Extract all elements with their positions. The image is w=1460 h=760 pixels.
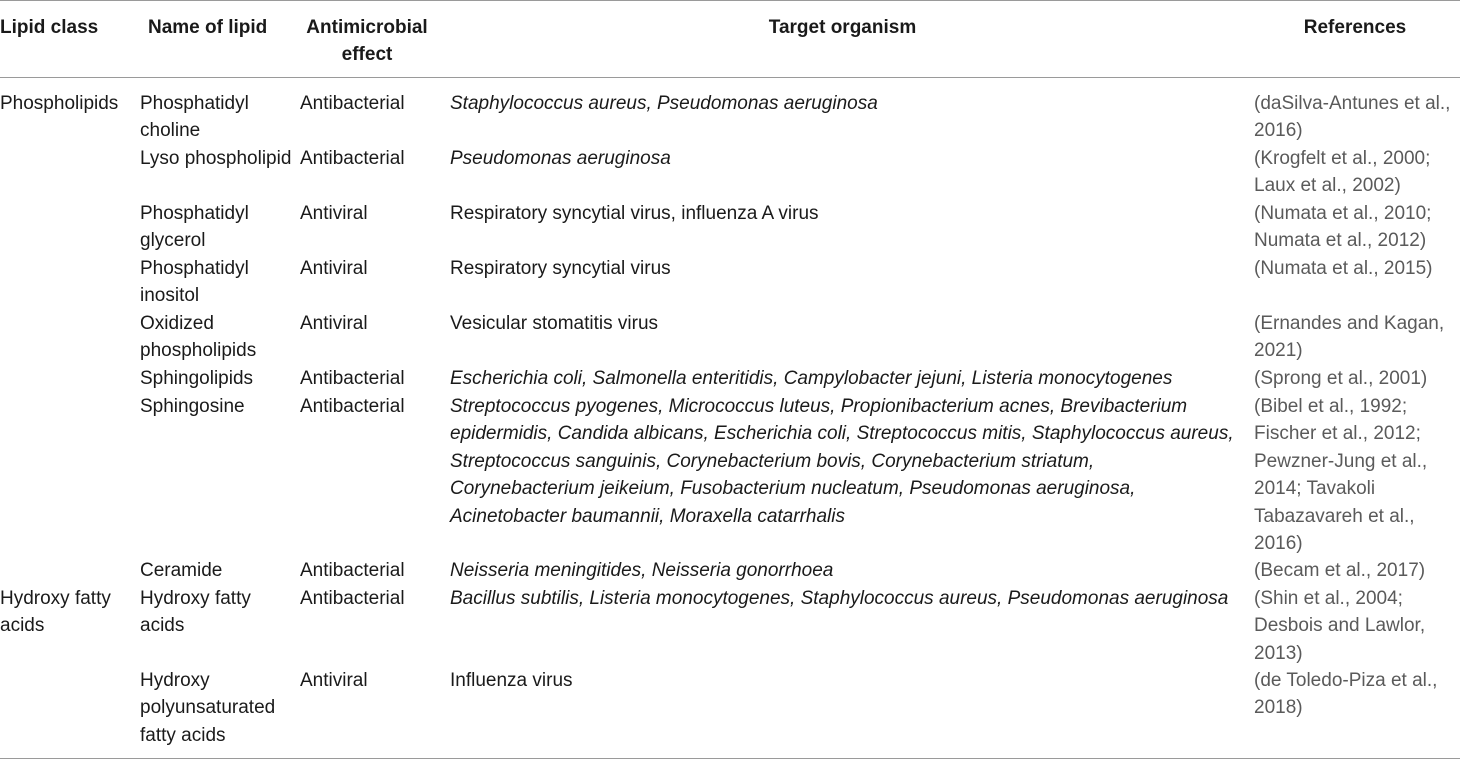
header-references: References bbox=[1303, 17, 1407, 38]
cell-references[interactable]: (Sprong et al., 2001) bbox=[1254, 368, 1428, 389]
cell-references[interactable]: (Numata et al., 2015) bbox=[1254, 258, 1433, 279]
cell-references[interactable]: (Bibel et al., 1992; Fischer et al., 2012; Pewzner-Jung et al., 2014; Tavakoli Tabazavareh et al., 2016) bbox=[1254, 396, 1428, 555]
cell-effect: Antiviral bbox=[300, 670, 368, 691]
table-body bbox=[0, 90, 1460, 749]
cell-lipid-name: Oxidized phospholipids bbox=[140, 313, 257, 362]
table-top-rule bbox=[0, 0, 1460, 1]
cell-target: Staphylococcus aureus, Pseudomonas aeruginosa bbox=[450, 93, 878, 114]
header-lipid-class: Lipid class bbox=[0, 17, 99, 38]
cell-references[interactable]: (daSilva-Antunes et al., 2016) bbox=[1254, 93, 1451, 142]
table-bottom-rule bbox=[0, 758, 1460, 759]
table-row bbox=[0, 585, 1460, 667]
table-row bbox=[0, 200, 1460, 255]
cell-effect: Antibacterial bbox=[300, 560, 405, 581]
cell-target: Influenza virus bbox=[450, 670, 573, 691]
cell-references[interactable]: (Numata et al., 2010; Numata et al., 2012) bbox=[1254, 203, 1432, 252]
cell-references[interactable]: (Ernandes and Kagan, 2021) bbox=[1254, 313, 1445, 362]
cell-effect: Antibacterial bbox=[300, 148, 405, 169]
cell-target: Respiratory syncytial virus, influenza A virus bbox=[450, 203, 819, 224]
cell-lipid-name: Sphingosine bbox=[140, 396, 245, 417]
table-row bbox=[0, 90, 1460, 145]
table-row bbox=[0, 667, 1460, 749]
table-row bbox=[0, 393, 1460, 557]
cell-lipid-class: Hydroxy fatty acids bbox=[0, 588, 111, 637]
cell-effect: Antiviral bbox=[300, 313, 368, 334]
table-header bbox=[0, 14, 1460, 74]
cell-lipid-class: Phospholipids bbox=[0, 93, 119, 114]
table-row bbox=[0, 310, 1460, 365]
header-rule bbox=[0, 77, 1460, 78]
cell-references[interactable]: (de Toledo-Piza et al., 2018) bbox=[1254, 670, 1438, 719]
table-row bbox=[0, 365, 1460, 393]
cell-effect: Antibacterial bbox=[300, 93, 405, 114]
cell-lipid-name: Ceramide bbox=[140, 560, 223, 581]
cell-references[interactable]: (Krogfelt et al., 2000; Laux et al., 2002) bbox=[1254, 148, 1431, 197]
cell-target: Vesicular stomatitis virus bbox=[450, 313, 659, 334]
cell-target: Neisseria meningitides, Neisseria gonorrhoea bbox=[450, 560, 834, 581]
cell-effect: Antibacterial bbox=[300, 588, 405, 609]
cell-lipid-name: Hydroxy polyunsaturated fatty acids bbox=[140, 670, 276, 746]
cell-lipid-name: Phosphatidyl choline bbox=[140, 93, 249, 142]
header-antimicrobial-effect: Antimicrobial effect bbox=[306, 17, 428, 65]
cell-lipid-name: Phosphatidyl glycerol bbox=[140, 203, 249, 252]
cell-references[interactable]: (Shin et al., 2004; Desbois and Lawlor, 2013) bbox=[1254, 588, 1426, 664]
cell-effect: Antiviral bbox=[300, 203, 368, 224]
table-row bbox=[0, 255, 1460, 310]
cell-lipid-name: Sphingolipids bbox=[140, 368, 254, 389]
cell-lipid-name: Phosphatidyl inositol bbox=[140, 258, 249, 307]
cell-target: Respiratory syncytial virus bbox=[450, 258, 671, 279]
table-row bbox=[0, 557, 1460, 585]
cell-target: Bacillus subtilis, Listeria monocytogenes, Staphylococcus aureus, Pseudomonas aeruginosa bbox=[450, 588, 1229, 609]
cell-lipid-name: Hydroxy fatty acids bbox=[140, 588, 251, 637]
table-row bbox=[0, 145, 1460, 200]
cell-references[interactable]: (Becam et al., 2017) bbox=[1254, 560, 1426, 581]
cell-target: Pseudomonas aeruginosa bbox=[450, 148, 671, 169]
header-name-of-lipid: Name of lipid bbox=[148, 17, 268, 38]
cell-target: Streptococcus pyogenes, Micrococcus luteus, Propionibacterium acnes, Brevibacterium epidermidis, Candida albicans, Escherichia coli, Streptococcus mitis, Staphylococcus aureus, Streptococcus sanguinis, Corynebacterium bovis, Corynebacterium striatum, Corynebacterium jeikeium, Fusobacterium nucleatum, Pseudomonas aeruginosa, Acinetobacter baumannii, Moraxella catarrhalis bbox=[450, 396, 1234, 527]
cell-effect: Antiviral bbox=[300, 258, 368, 279]
cell-effect: Antibacterial bbox=[300, 396, 405, 417]
header-target-organism: Target organism bbox=[768, 17, 917, 38]
cell-lipid-name: Lyso phospholipid bbox=[140, 148, 292, 169]
cell-effect: Antibacterial bbox=[300, 368, 405, 389]
cell-target: Escherichia coli, Salmonella enteritidis, Campylobacter jejuni, Listeria monocytogenes bbox=[450, 368, 1173, 389]
